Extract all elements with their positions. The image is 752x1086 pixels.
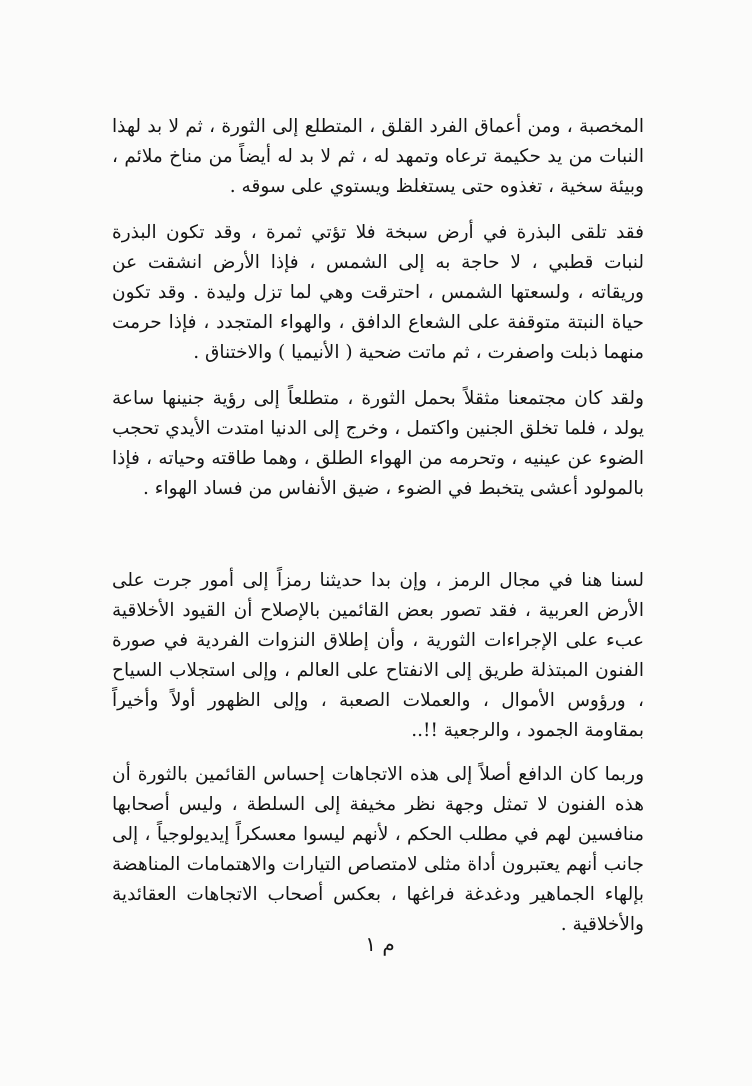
paragraph-5: وربما كان الدافع أصلاً إلى هذه الاتجاهات إحساس القائمين بالثورة أن هذه الفنون لا تمثل وجهة نظر مخيفة إلى السلطة ، وليس أصحابها منافسين لهم في مطلب الحكم ، لأنهم ليسوا معسكراً إيديولوجياً ، إلى جانب أنهم يعتبرون أداة مثلى لامتصاص التيارات والاهتمامات المناهضة بإلهاء الجماهير ودغدغة فراغها ، بعكس أصحاب الاتجاهات العقائدية والأخلاقية . [112, 764, 644, 935]
paragraph-3: ولقد كان مجتمعنا مثقلاً بحمل الثورة ، متطلعاً إلى رؤية جنينها ساعة يولد ، فلما تخلق الجنين واكتمل ، وخرج إلى الدنيا امتدت الأيدي تحجب الضوء عن عينيه ، وتحرمه من الهواء الطلق ، وهما طاقته وحياته ، فإذا بالمولود أعشى يتخبط في الضوء ، ضيق الأنفاس من فساد الهواء . [112, 388, 644, 499]
paragraph-1: المخصبة ، ومن أعماق الفرد القلق ، المتطلع إلى الثورة ، ثم لا بد لهذا النبات من يد حكيمة ترعاه وتمهد له ، ثم لا بد له أيضاً من مناخ ملائم ، وبيئة سخية ، تغذوه حتى يستغلظ ويستوي على سوقه . [112, 116, 644, 197]
page-number: م ١ [365, 932, 395, 956]
paragraph-2: فقد تلقى البذرة في أرض سبخة فلا تؤتي ثمرة ، وقد تكون البذرة لنبات قطبي ، لا حاجة به إلى الشمس ، فإذا الأرض انشقت عن وريقاته ، ولسعتها الشمس ، احترقت وهي لما تزل وليدة . وقد تكون حياة النبتة متوقفة على الشعاع الدافق ، والهواء المتجدد ، فإذا حرمت منهما ذبلت واصفرت ، ثم ماتت ضحية ( الأنيميا ) والاختناق . [112, 222, 644, 363]
paragraph-4: لسنا هنا في مجال الرمز ، وإن بدا حديثنا رمزاً إلى أمور جرت على الأرض العربية ، فقد تصور بعض القائمين بالإصلاح أن القيود الأخلاقية عبء على الإجراءات الثورية ، وأن إطلاق النزوات الفردية في صورة الفنون المبتذلة طريق إلى الانفتاح على العالم ، وإلى استجلاب السياح ، ورؤوس الأموال ، والعملات الصعبة ، وإلى الظهور أولاً وأخيراً بمقاومة الجمود ، والرجعية !!.. [112, 570, 644, 741]
